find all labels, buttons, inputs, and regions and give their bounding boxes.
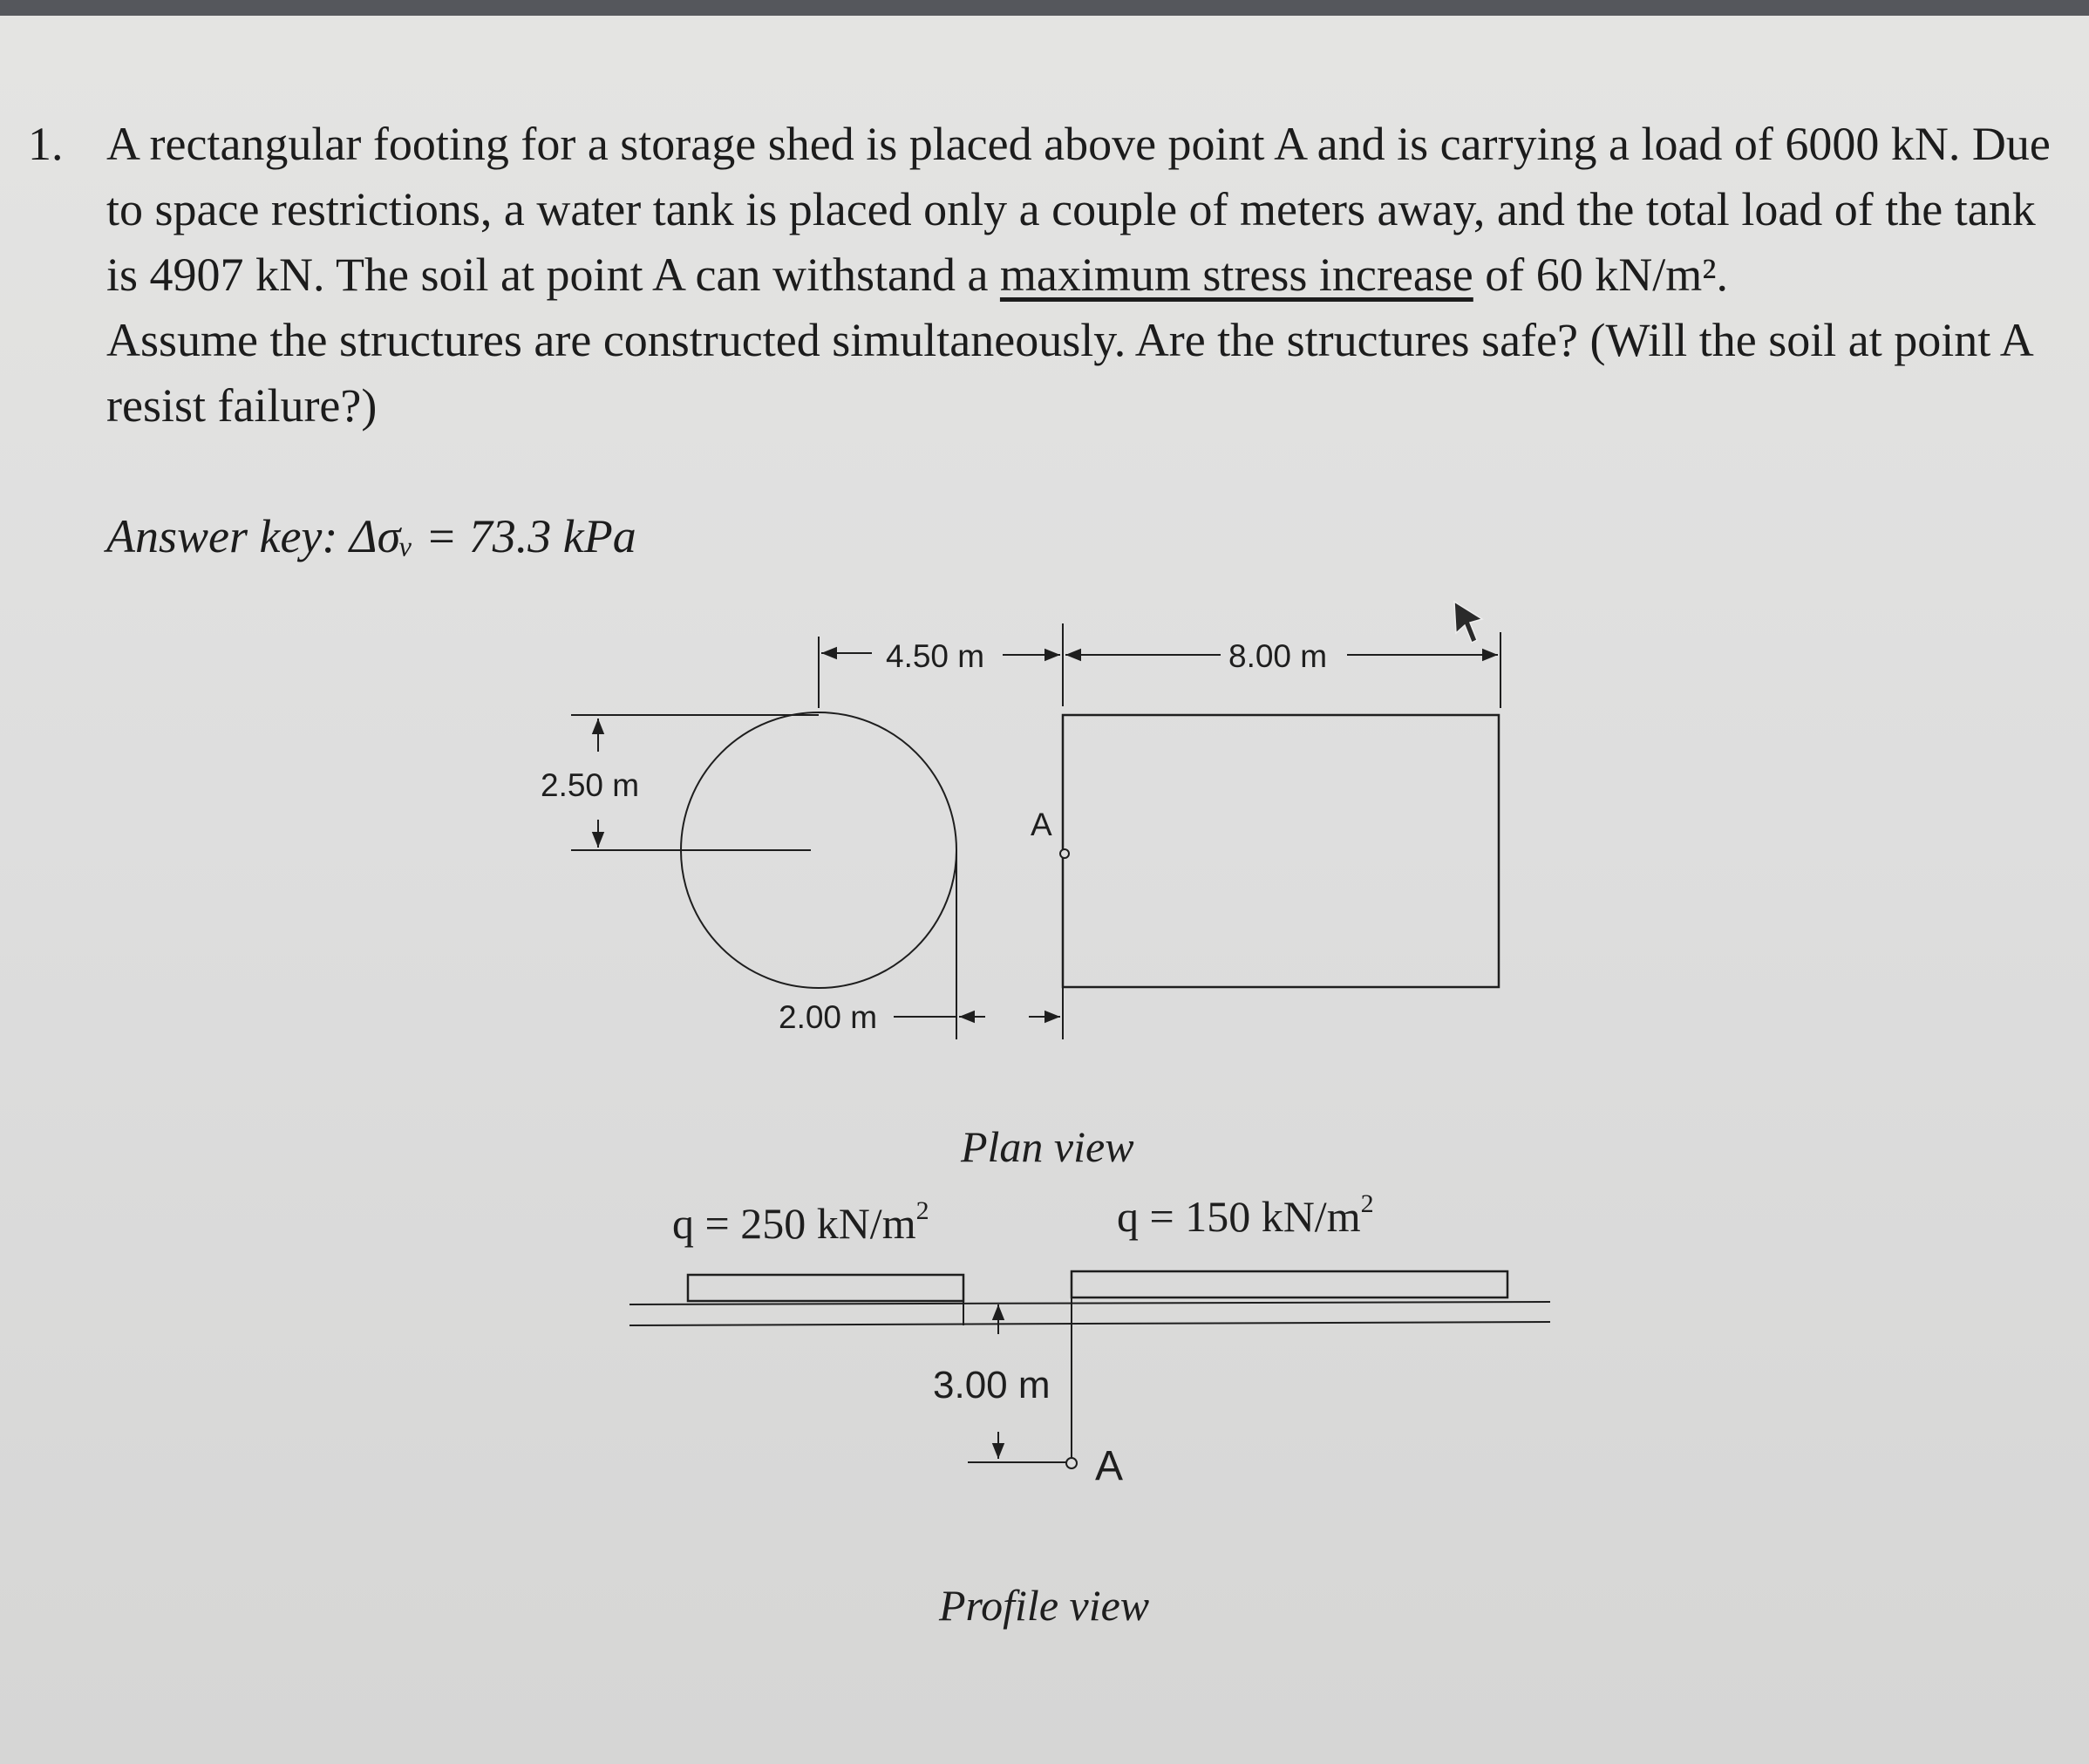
- problem-underlined-phrase: maximum stress increase: [999, 249, 1473, 301]
- profile-view-caption: Profile view: [939, 1581, 1150, 1630]
- q-tank-label: q = 250 $kN/m^2$: [672, 1196, 929, 1248]
- dim-shed-width-label: 8.00 m: [1228, 638, 1328, 674]
- tank-footing: [688, 1275, 963, 1301]
- dim-radius-label: 2.50 m: [541, 767, 640, 803]
- problem-text-part-1: A rectangular footing for a storage shed is placed above point A and is carrying a load of 6000 kN. Due to space restrictions, a water tank is placed only a couple of meters away, and the total load of the tank is 4907 kN. The soil at point A can withstand a: [106, 118, 2051, 301]
- shed-footing: [1072, 1271, 1507, 1297]
- ground-line-lower: [629, 1322, 1550, 1325]
- plan-view-caption: Plan view: [961, 1122, 1134, 1171]
- problem-number: 1.: [28, 118, 64, 170]
- q-shed-label: q = 150 $kN/m^2$: [1117, 1189, 1374, 1241]
- problem-text-part-3: Assume the structures are constructed simultaneously. Are the structures safe? (Will the soil at point A resist failure?): [106, 314, 2031, 432]
- plan-point-a-marker: [1060, 849, 1069, 858]
- mouse-pointer-icon: [1454, 602, 1482, 643]
- profile-point-a-marker: [1066, 1458, 1077, 1468]
- dim-gap-label: 2.00 m: [779, 999, 878, 1035]
- profile-point-a-label: A: [1095, 1443, 1124, 1489]
- profile-view: [629, 1271, 1550, 1468]
- plan-point-a-label: A: [1031, 807, 1052, 842]
- storage-shed-rectangle: [1063, 715, 1499, 987]
- dim-depth-label: 3.00 m: [933, 1364, 1051, 1406]
- answer-key: Answer key: Δσᵥ = 73.3 kPa: [106, 510, 636, 562]
- ground-line-upper: [629, 1302, 1550, 1304]
- dim-tank-offset-label: 4.50 m: [886, 638, 985, 674]
- problem-text-part-2: of 60 kN/m².: [1473, 249, 1728, 301]
